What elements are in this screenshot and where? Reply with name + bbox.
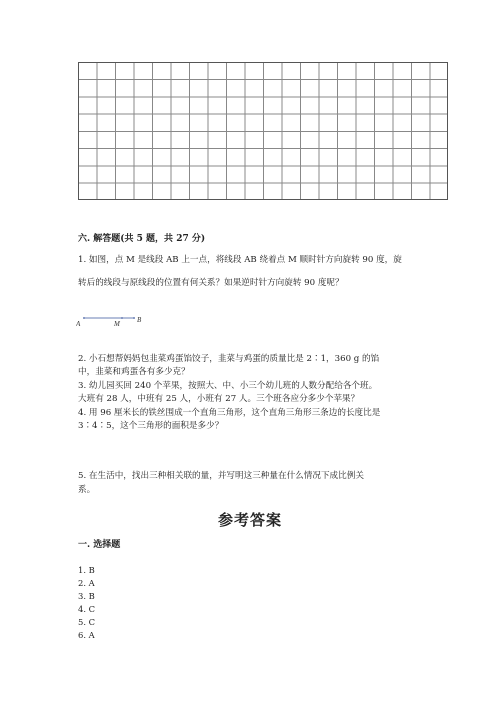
- question-2-line-2: 中，韭菜和鸡蛋各有多少克？: [78, 367, 190, 377]
- label-a: A: [76, 320, 81, 328]
- answer-item: 5. C: [78, 617, 96, 627]
- question-3-line-1: 3. 幼儿园买回 240 个苹果，按照大、中、小三个幼儿班的人数分配给各个班。: [78, 381, 378, 391]
- answer-item: 2. A: [78, 578, 95, 588]
- point-m: [121, 317, 123, 319]
- point-a: [83, 317, 85, 319]
- section-six-title: 六. 解答题(共 5 题，共 27 分): [78, 234, 206, 244]
- question-5-line-2: 系。: [78, 485, 96, 495]
- question-4-line-1: 4. 用 96 厘米长的铁丝围成一个直角三角形，这个直角三角形三条边的长度比是: [78, 408, 381, 418]
- question-2-line-1: 2. 小石想帮妈妈包韭菜鸡蛋馅饺子，韭菜与鸡蛋的质量比是 2∶1，360 g 的馅: [78, 354, 380, 364]
- choice-section-title: 一. 选择题: [78, 540, 121, 550]
- answer-item: 1. B: [78, 565, 95, 575]
- question-4-line-2: 3∶4∶5，这个三角形的面积是多少？: [78, 421, 224, 431]
- point-b: [133, 317, 135, 319]
- graph-paper-grid: [78, 62, 448, 200]
- answers-title: 参考答案: [217, 511, 282, 529]
- label-b: B: [137, 316, 142, 324]
- question-1-line-2: 转后的线段与原线段的位置有何关系？如果逆时针方向旋转 90 度呢？: [78, 278, 344, 288]
- answer-item: 6. A: [78, 630, 95, 640]
- question-3-line-2: 大班有 28 人，中班有 25 人，小班有 27 人。三个班各应分多少个苹果？: [78, 394, 360, 404]
- answer-item: 3. B: [78, 591, 95, 601]
- segment-ab-figure: [76, 312, 156, 330]
- question-1-line-1: 1. 如图，点 M 是线段 AB 上一点，将线段 AB 绕着点 M 顺时针方向旋转 90 度，旋: [78, 255, 402, 265]
- answer-item: 4. C: [78, 604, 96, 614]
- label-m: M: [114, 320, 120, 328]
- question-5-line-1: 5. 在生活中，找出三种相关联的量，并写明这三种量在什么情况下成比例关: [78, 471, 364, 481]
